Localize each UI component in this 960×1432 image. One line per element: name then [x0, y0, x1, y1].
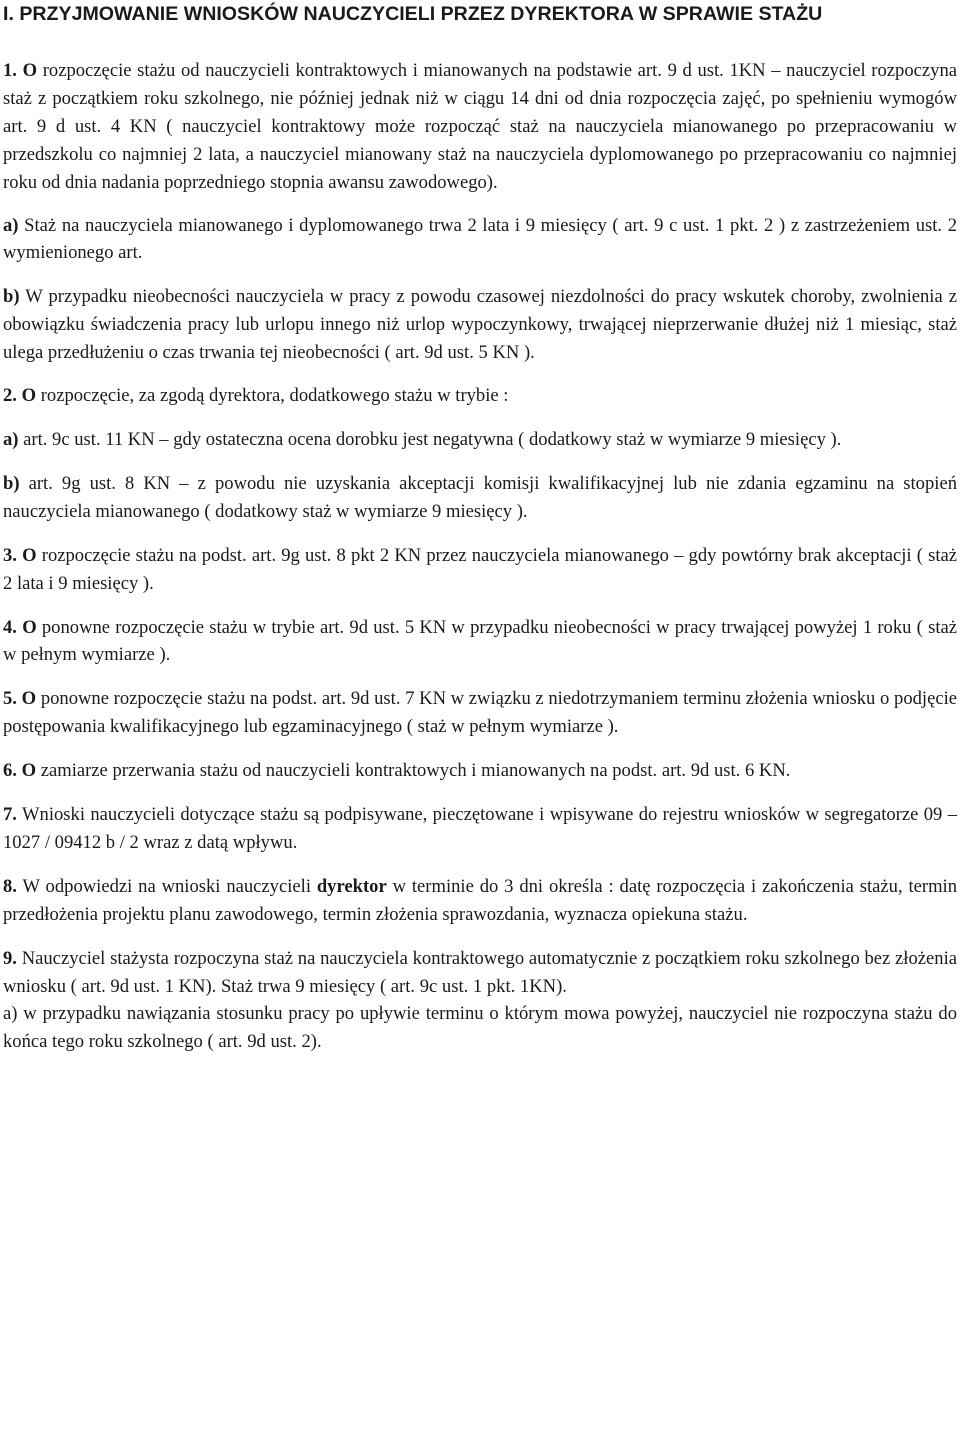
section-lead: O [22, 616, 37, 638]
section-lead: O [21, 760, 37, 782]
item-text: W przypadku nieobecności nauczyciela w pracy z powodu czasowej niezdolności do pracy wskutek choroby, zwolnienia z obowiązku świadczenia pracy lub urlopu innego niż urlop wypoczynkowy, trwającej nieprzerwanie dłużej niż 1 miesiąc, staż ulega przedłużeniu o czas trwania tej nieobecności ( art. 9d ust. 5 KN ). [3, 286, 957, 364]
section-1b [3, 283, 957, 367]
section-lead: O [21, 688, 37, 710]
section-2b [3, 470, 957, 526]
item-label: a) [3, 428, 19, 450]
item-text: art. 9g ust. 8 KN – z powodu nie uzyskania akceptacji komisji kwalifikacyjnej lub nie zdania egzaminu na stopień nauczyciela mianowanego ( dodatkowy staż w wymiarze 9 miesięcy ). [3, 472, 957, 522]
item-text: a) w przypadku nawiązania stosunku pracy po upływie terminu o którym mowa powyżej, nauczyciel nie rozpoczyna stażu do końca tego roku szkolnego ( art. 9d ust. 2). [3, 1003, 957, 1053]
section-text: ponowne rozpoczęcie stażu w trybie art. 9d ust. 5 KN w przypadku nieobecności w pracy trwającej powyżej 1 roku ( staż w pełnym wymiarze ). [3, 616, 957, 666]
section-text: Nauczyciel stażysta rozpoczyna staż na nauczyciela kontraktowego automatycznie z początkiem roku szkolnego bez złożenia wniosku ( art. 9d ust. 1 KN). Staż trwa 9 miesięcy ( art. 9c ust. 1 pkt. 1KN). [3, 947, 957, 997]
section-1a [3, 212, 957, 268]
section-number: 7. [3, 804, 17, 826]
section-4 [3, 614, 957, 670]
section-3 [3, 542, 957, 598]
section-text: w terminie do 3 dni określa : datę rozpoczęcia i zakończenia stażu, termin przedłożenia projektu planu zawodowego, termin złożenia sprawozdania, wyznacza opiekuna stażu. [3, 875, 957, 925]
section-2a [3, 426, 957, 454]
section-bold-word: dyrektor [316, 875, 387, 897]
section-text: rozpoczęcie stażu od nauczycieli kontraktowych i mianowanych na podstawie art. 9 d ust. 1KN – nauczyciel rozpoczyna staż z początkiem roku szkolnego, nie później jednak niż w ciągu 14 dni od dnia rozpoczęcia zajęć, po spełnieniu wymogów art. 9 d ust. 4 KN ( nauczyciel kontraktowy może rozpocząć staż na nauczyciela mianowanego po przepracowaniu w przedszkolu co najmniej 2 lata, a nauczyciel mianowany staż na nauczyciela dyplomowanego po przepracowaniu co najmniej roku od dnia nadania poprzedniego stopnia awansu zawodowego). [3, 60, 957, 193]
section-number: 6. [3, 760, 17, 782]
section-8 [3, 873, 957, 929]
section-2 [3, 382, 957, 410]
section-lead: O [22, 60, 38, 81]
section-number: 9. [3, 947, 17, 969]
section-6 [3, 757, 957, 785]
section-text: zamiarze przerwania stażu od nauczycieli kontraktowych i mianowanych na podst. art. 9d ust. 6 KN. [36, 760, 791, 782]
section-9a [3, 1000, 957, 1056]
section-number: 1. [3, 60, 17, 81]
section-text: ponowne rozpoczęcie stażu na podst. art. 9d ust. 7 KN w związku z niedotrzymaniem terminu złożenia wniosku o podjęcie postępowania kwalifikacyjnego lub egzaminacyjnego ( staż w pełnym wymiarze ). [3, 688, 957, 738]
section-text-pre: W odpowiedzi na wnioski nauczycieli [16, 875, 317, 897]
section-lead: O [21, 385, 37, 407]
section-1 [3, 57, 957, 197]
document-title: I. PRZYJMOWANIE WNIOSKÓW NAUCZYCIELI PRZEZ DYREKTORA W SPRAWIE STAŻU [3, 3, 823, 25]
section-number: 4. [3, 616, 17, 638]
item-label: b) [3, 286, 20, 308]
section-number: 8. [3, 875, 17, 897]
item-text: Staż na nauczyciela mianowanego i dyplomowanego trwa 2 lata i 9 miesięcy ( art. 9 c ust. 1 pkt. 2 ) z zastrzeżeniem ust. 2 wymienionego art. [3, 214, 957, 264]
section-number: 2. [3, 385, 17, 407]
item-label: a) [3, 214, 19, 236]
item-text: art. 9c ust. 11 KN – gdy ostateczna ocena dorobku jest negatywna ( dodatkowy staż w wymiarze 9 miesięcy ). [18, 428, 842, 450]
section-text: rozpoczęcie, za zgodą dyrektora, dodatkowego stażu w trybie : [36, 385, 509, 407]
section-5 [3, 685, 957, 741]
section-text: Wnioski nauczycieli dotyczące stażu są podpisywane, pieczętowane i wpisywane do rejestru wniosków w segregatorze 09 – 1027 / 09412 b / 2 wraz z datą wpływu. [3, 804, 957, 853]
section-text: rozpoczęcie stażu na podst. art. 9g ust. 8 pkt 2 KN przez nauczyciela mianowanego – gdy powtórny brak akceptacji ( staż 2 lata i 9 miesięcy ). [3, 544, 957, 594]
section-number: 3. [3, 544, 17, 566]
item-label: b) [3, 472, 20, 494]
section-9 [3, 945, 957, 1001]
section-number: 5. [3, 688, 17, 710]
section-7 [3, 801, 957, 857]
section-lead: O [22, 544, 37, 566]
